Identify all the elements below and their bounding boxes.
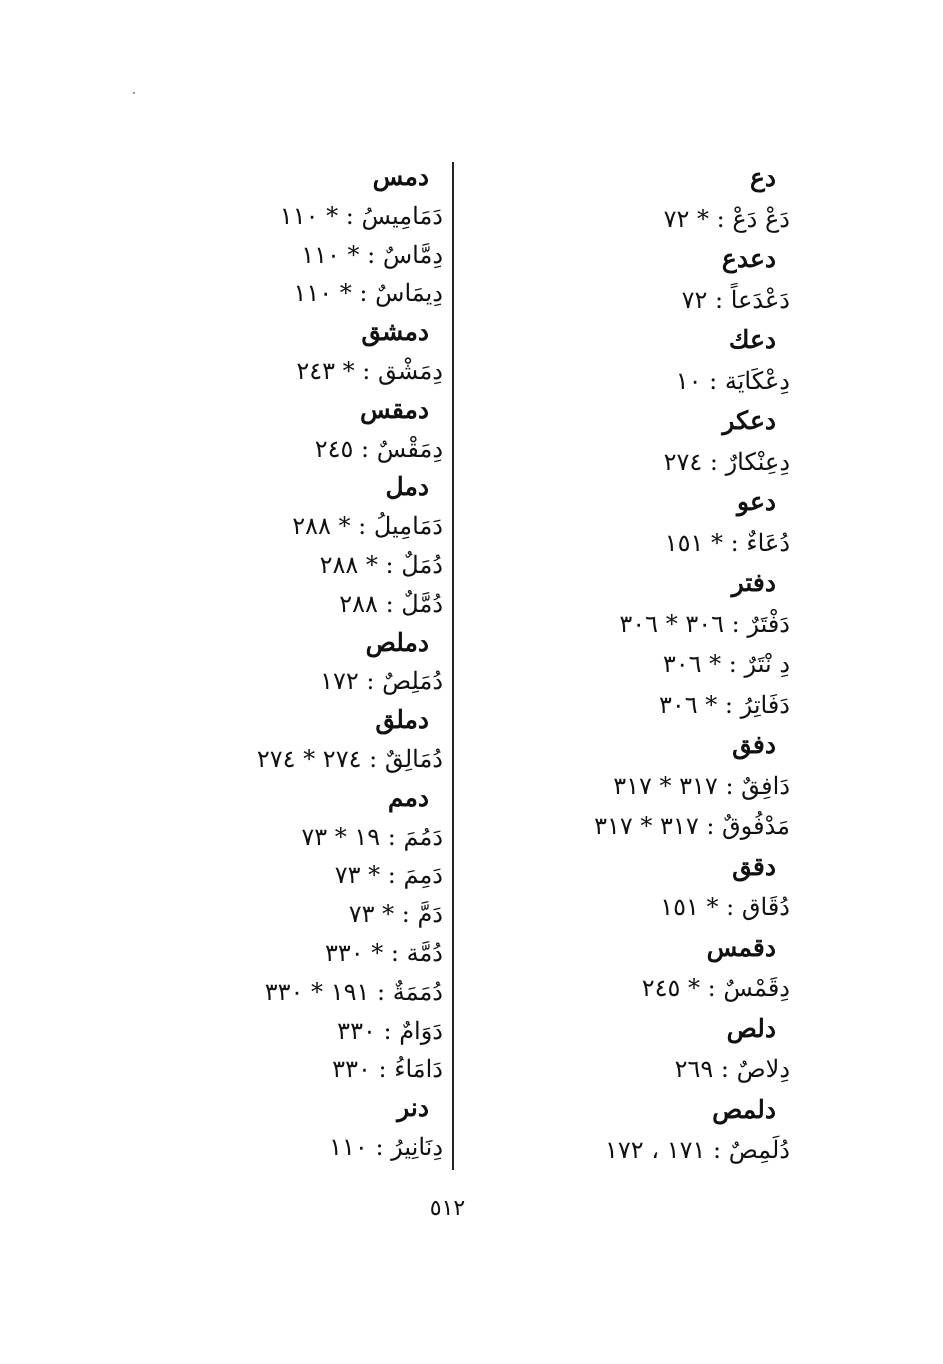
- index-entry: دُمَّة : * ٣٣٠: [324, 938, 443, 967]
- root-heading: دمل: [385, 472, 429, 502]
- index-entry: دَمَامِيسُ : * ١١٠: [279, 201, 443, 230]
- root-heading: دفق: [732, 730, 776, 759]
- root-heading: دملق: [375, 705, 429, 735]
- index-entry: دُعَاءٌ : * ١٥١: [664, 528, 790, 557]
- column-divider: [452, 162, 454, 1170]
- root-heading: دعك: [728, 325, 776, 354]
- index-entry: دِمَشْق : * ٢٤٣: [296, 356, 443, 385]
- index-entry: دُلَمِصٌ : ١٧١ ، ١٧٢: [605, 1136, 790, 1164]
- index-entry: دُمَلٌ : * ٢٨٨: [319, 550, 443, 579]
- index-entry: دِمَّاسٌ : * ١١٠: [301, 240, 443, 269]
- page-number: ٥١٢: [429, 1196, 466, 1221]
- index-entry: دُقَاق : * ١٥١: [660, 893, 790, 921]
- index-entry: دِعْكَايَة : ١٠: [675, 366, 790, 395]
- root-heading: دعدع: [721, 244, 776, 273]
- index-entry: دِنَانِيرُ : ١١٠: [329, 1132, 443, 1161]
- index-entry: دِعِنْكارٌ : ٢٧٤: [663, 447, 790, 476]
- index-entry: دِقَمْسٌ : * ٢٤٥: [641, 974, 790, 1002]
- root-heading: دلص: [726, 1013, 776, 1043]
- index-entry: دَفْتَرٌ : ٣٠٦ * ٣٠٦: [619, 609, 790, 638]
- index-entry: دُمَمَةٌ : ١٩١ * ٣٣٠: [264, 977, 443, 1006]
- index-entry: دِلاصٌ : ٢٦٩: [674, 1055, 790, 1083]
- root-heading: دملص: [365, 627, 429, 657]
- index-column-left: [143, 158, 443, 1167]
- root-heading: دفتر: [731, 568, 776, 597]
- index-entry: دَمَّ : * ٧٣: [348, 900, 443, 929]
- scan-speck: [133, 92, 135, 94]
- index-entry: دِ نْتَرٌ : * ٣٠٦: [662, 650, 790, 678]
- index-entry: دُمَّلٌ : ٢٨٨: [339, 589, 443, 618]
- root-heading: دنر: [397, 1093, 429, 1123]
- root-heading: دعكر: [722, 406, 776, 435]
- root-heading: دقمس: [706, 932, 776, 962]
- index-entry: دِيمَاسٌ : * ١١٠: [293, 279, 443, 308]
- index-entry: دَمُمَ : ١٩ * ٧٣: [301, 822, 443, 851]
- index-entry: دُمَالِقٌ : ٢٧٤ * ٢٧٤: [256, 744, 443, 773]
- root-heading: دمم: [387, 782, 429, 812]
- root-heading: دقق: [732, 851, 776, 881]
- root-heading: دمقس: [359, 394, 429, 424]
- index-entry: دَفَاتِرُ : * ٣٠٦: [658, 690, 790, 719]
- index-entry: دَوَامٌ : ٣٣٠: [337, 1016, 443, 1045]
- index-entry: دُمَلِصٌ : ١٧٢: [320, 667, 443, 696]
- root-heading: دمس: [372, 162, 429, 191]
- root-heading: دعو: [737, 487, 776, 516]
- index-column-right: [490, 158, 790, 1171]
- index-entry: دَافِقٌ : ٣١٧ * ٣١٧: [613, 771, 790, 800]
- index-entry: دَمِمَ : * ٧٣: [334, 861, 443, 890]
- index-entry: دَعْ دَعْ : * ٧٢: [663, 204, 790, 233]
- root-heading: دمشق: [361, 317, 429, 347]
- index-entry: مَدْفُوقٌ : ٣١٧ * ٣١٧: [594, 812, 790, 840]
- root-heading: دلمص: [712, 1094, 776, 1124]
- index-entry: دِمَقْسٌ : ٢٤٥: [314, 434, 443, 463]
- index-entry: دَامَاءُ : ٣٣٠: [332, 1055, 443, 1084]
- index-entry: دَمَامِيلُ : * ٢٨٨: [292, 512, 443, 541]
- root-heading: دع: [749, 163, 776, 192]
- index-entry: دَعْدَعاً : ٧٢: [681, 285, 790, 314]
